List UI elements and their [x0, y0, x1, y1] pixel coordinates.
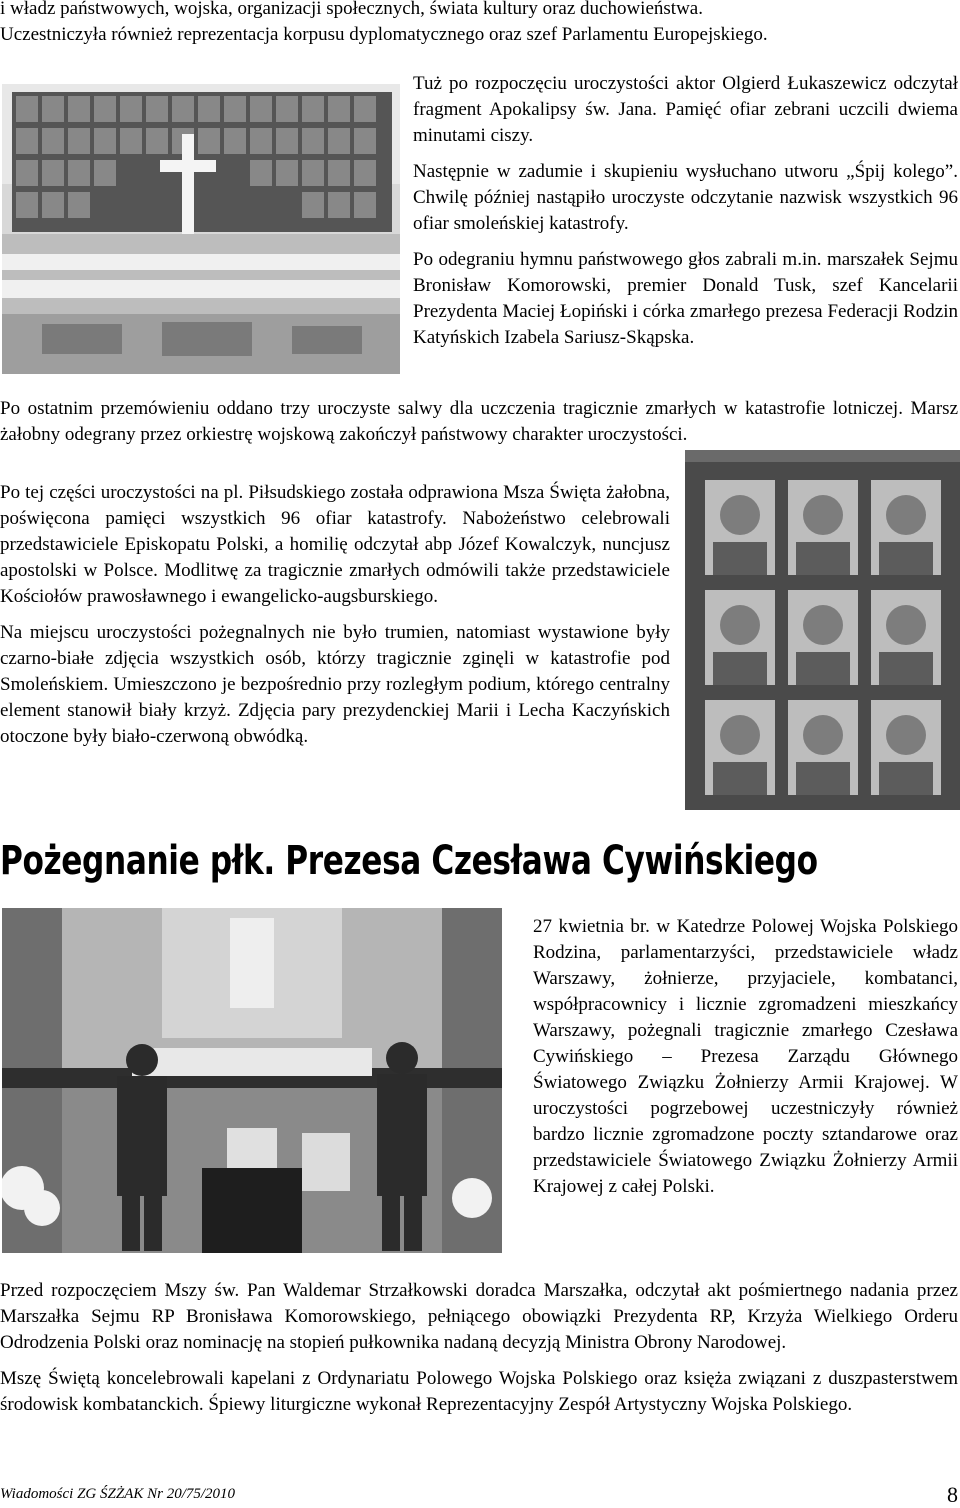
ceremony-paragraph-2: Następnie w zadumie i skupieniu wysłuchano utworu „Śpij kolego”. Chwilę później nastąpiło uroczyste odczytanie nazwisk wszystkich 96 ofiar smoleńskiej katastrofy.: [413, 161, 958, 234]
ceremony-podium-photo: [2, 84, 400, 374]
top-text: [0, 0, 960, 48]
footer-publication: Wiadomości ZG ŚZŻAK Nr 20/75/2010: [0, 1486, 236, 1502]
funeral-text-block: 27 kwietnia br. w Katedrze Polowej Wojska Polskiego Rodzina, parlamentarzyści, przedstawiciele władz Warszawy, żołnierze, przyjaciele, kombatanci, współpracownicy i licznie zgromadzeni mieszkańcy Warszawy, pożegnali tragicznie zmarłego Czesława Cywińskiego – Prezesa Zarządu Głównego Światowego Związku Żołnierzy Armii Krajowej. W uroczystości pogrzebowej uczestniczyły również bardzo licznie zgromadzone poczty sztandarowe oraz przedstawiciele Światowego Związku Żołnierzy Armii Krajowej z całej Polski.: [533, 916, 958, 1197]
cathedral-funeral-photo: [2, 908, 502, 1253]
ceremony-text-block: [413, 71, 958, 351]
victims-portraits-photo: [685, 450, 960, 810]
top-line-1: i władz państwowych, wojska, organizacji społecznych, świata kultury oraz duchowieństwa.: [0, 0, 703, 19]
salute-paragraph: Po ostatnim przemówieniu oddano trzy uroczyste salwy dla uczczenia tragicznie zmarłych w katastrofie lotniczej. Marsz żałobny odegrany przez orkiestrę wojskową zakończył państwowy charakter uroczystości.: [0, 398, 958, 445]
ceremony-paragraph-1: Tuż po rozpoczęciu uroczystości aktor Olgierd Łukaszewicz odczytał fragment Apokalipsy św. Jana. Pamięć ofiar zebrani uczcili dwiema minutami ciszy.: [413, 73, 958, 146]
bottom-paragraph-2: Mszę Świętą koncelebrowali kapelani z Ordynariatu Polowego Wojska Polskiego oraz księża związani z duszpasterstwem środowisk kombatanckich. Śpiewy liturgiczne wykonał Reprezentacyjny Zespół Artystyczny Wojska Polskiego.: [0, 1368, 958, 1415]
top-line-2: Uczestniczyła również reprezentacja korpusu dyplomatycznego oraz szef Parlamentu Europejskiego.: [0, 24, 768, 45]
mass-paragraph-1: Po tej części uroczystości na pl. Piłsudskiego została odprawiona Msza Święta żałobna, poświęcona pamięci wszystkich 96 ofiar katastrofy. Nabożeństwo celebrowali przedstawiciele Episkopatu Polski, a homilię odczytał abp Józef Kowalczyk, nuncjusz apostolski w Polsce. Modlitwę za tragicznie zmarłych odmówili także przedstawiciele Kościołów prawosławnego i ewangelicko-augsburskiego.: [0, 482, 670, 607]
bottom-text-block: [0, 1278, 958, 1418]
section-heading: Pożegnanie płk. Prezesa Czesława Cywińskiego: [0, 838, 818, 884]
mass-paragraph-2: Na miejscu uroczystości pożegnalnych nie było trumien, natomiast wystawione były czarno-białe zdjęcia wszystkich osób, którzy tragicznie zginęli w katastrofie pod Smoleńskiem. Umieszczono je bezpośrednio przy rozległym podium, którego centralny element stanowił biały krzyż. Zdjęcia pary prezydenckiej Marii i Lecha Kaczyńskich otoczone były biało-czerwoną obwódką.: [0, 622, 670, 747]
mass-text-block: [0, 480, 670, 750]
page-number: 8: [947, 1482, 958, 1507]
bottom-paragraph-1: Przed rozpoczęciem Mszy św. Pan Waldemar Strzałkowski doradca Marszałka, odczytał akt pośmiertnego nadania przez Marszałka Sejmu RP Bronisława Komorowskiego, pełniącego obowiązki Prezydenta RP, Krzyża Wielkiego Orderu Odrodzenia Polski oraz nominację na stopień pułkownika nadaną decyzją Ministra Obrony Narodowej.: [0, 1280, 958, 1353]
ceremony-paragraph-3: Po odegraniu hymnu państwowego głos zabrali m.in. marszałek Sejmu Bronisław Komorowski, premier Donald Tusk, szef Kancelarii Prezydenta Maciej Łopiński i córka zmarłego prezesa Federacji Rodzin Katyńskich Izabela Sariusz-Skąpska.: [413, 249, 958, 348]
